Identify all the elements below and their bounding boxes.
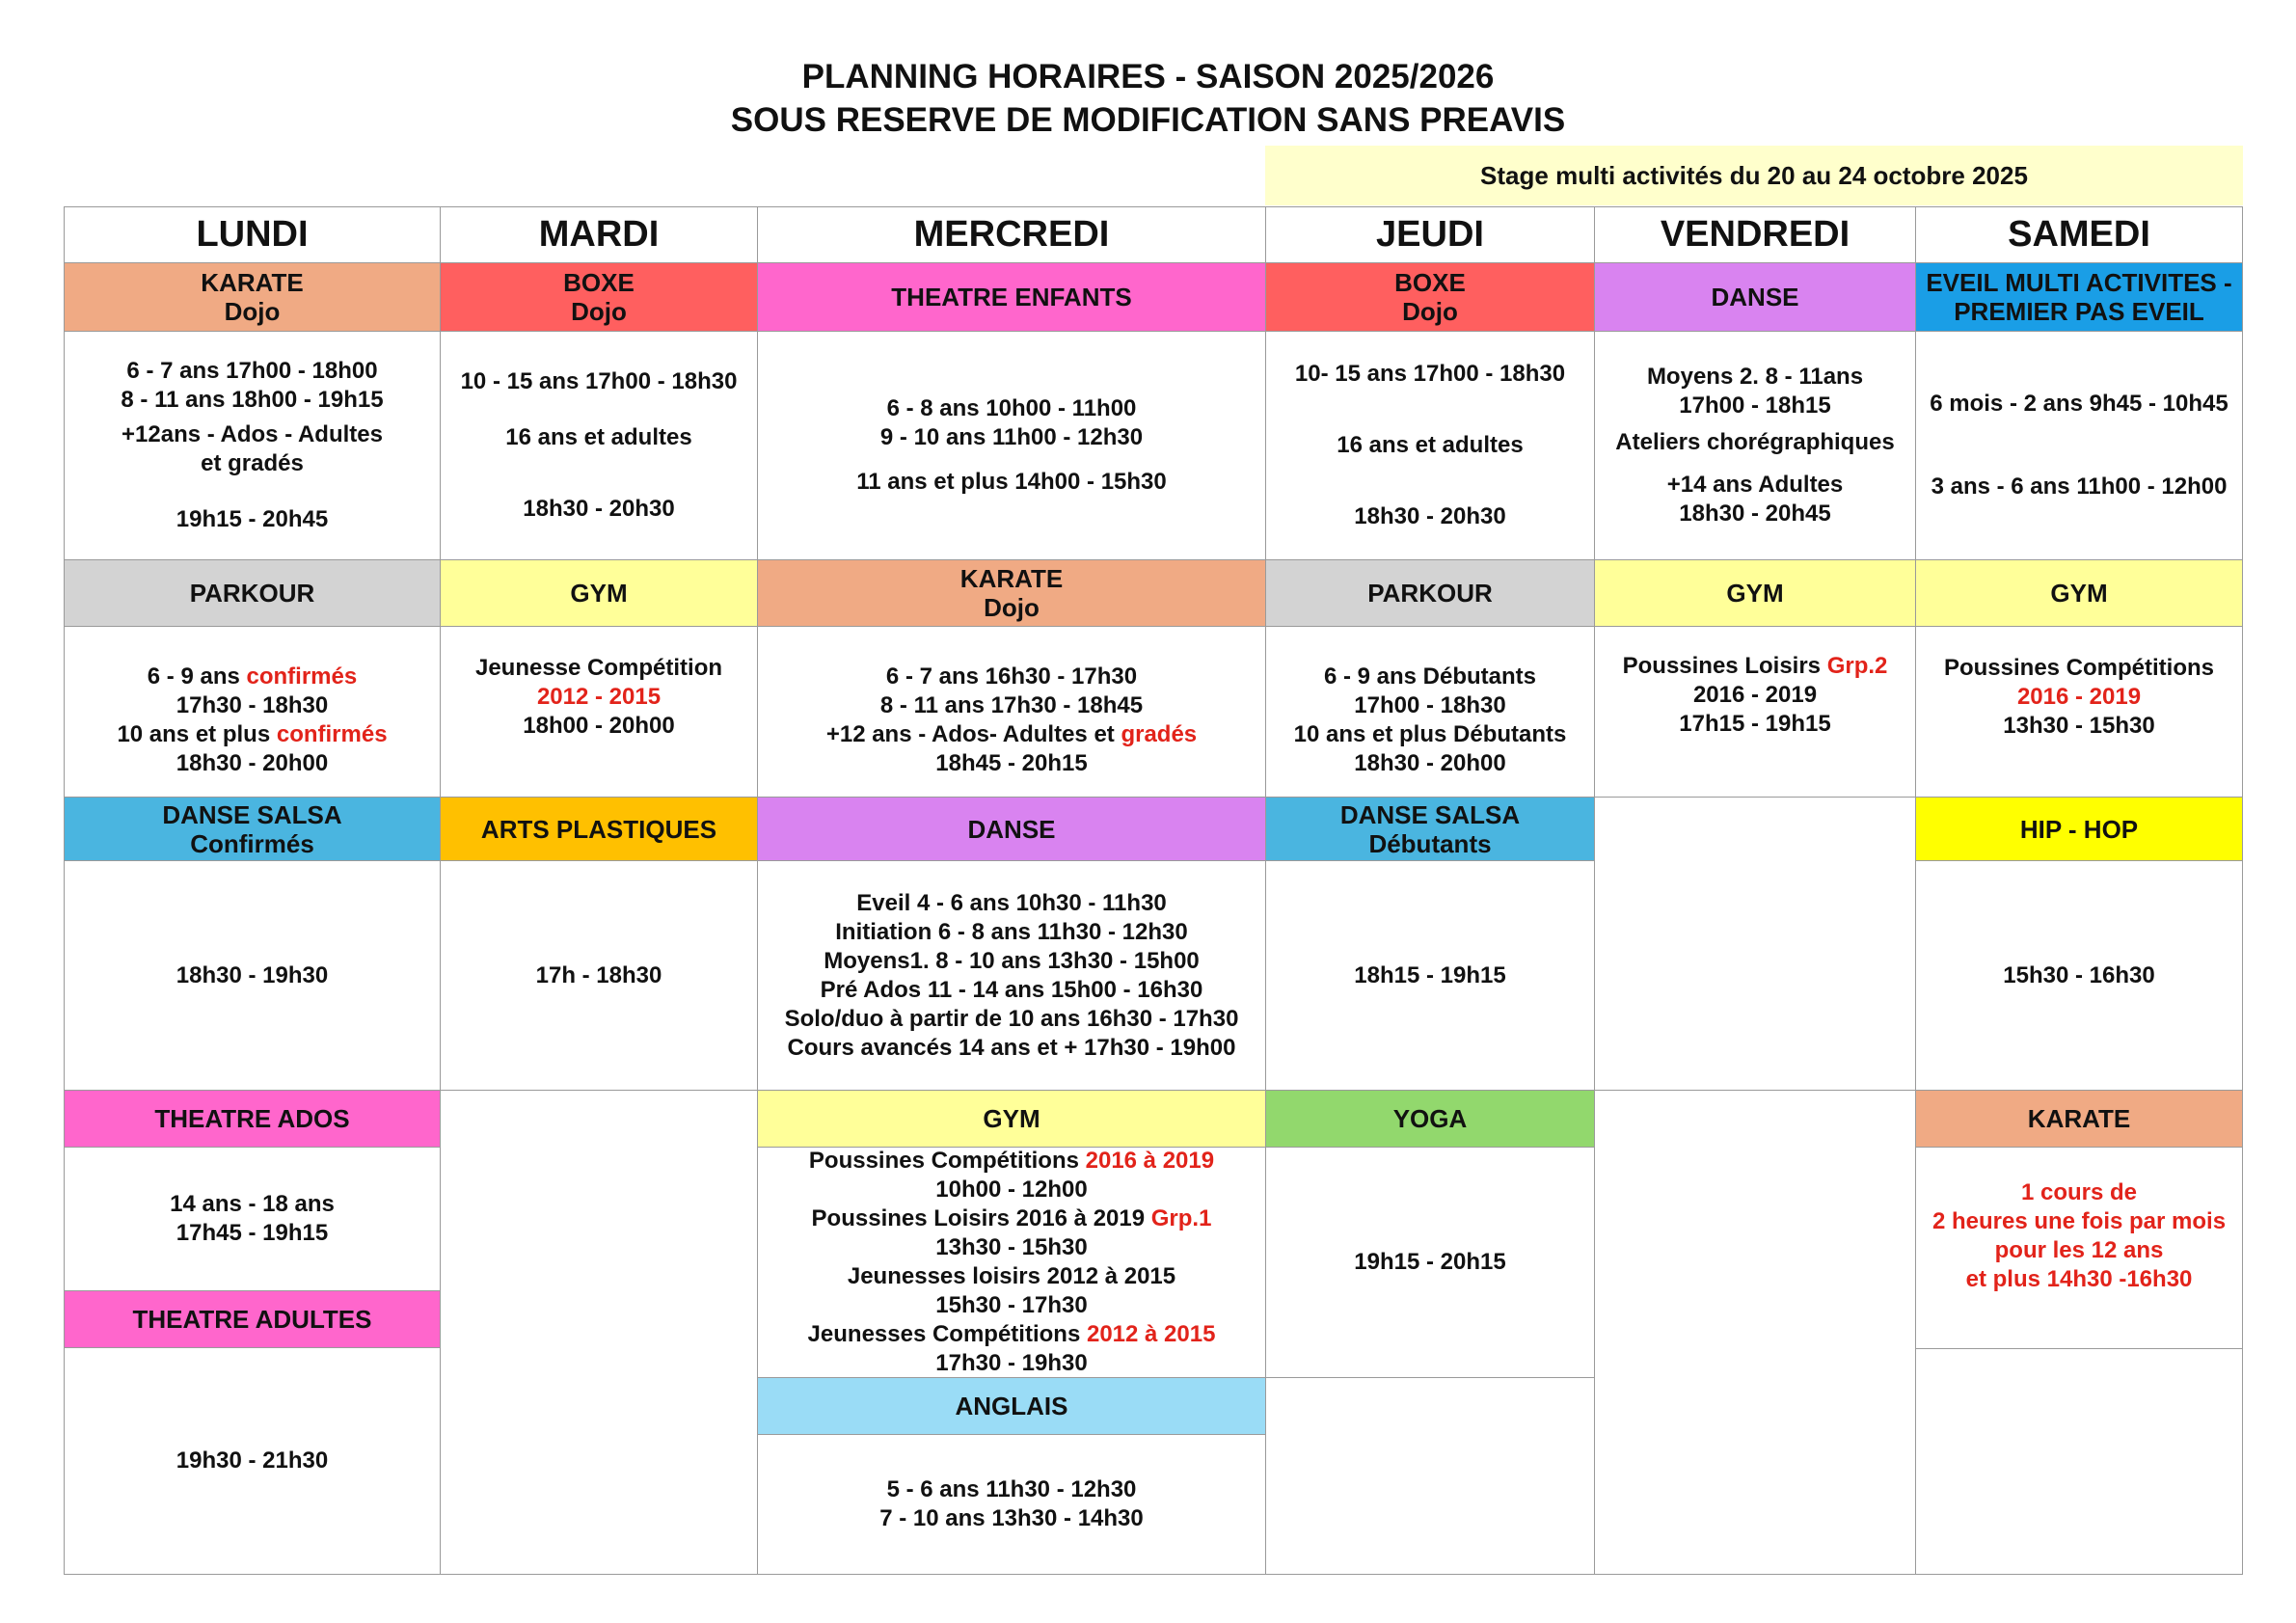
- schedule-danse-mercredi: Eveil 4 - 6 ans 10h30 - 11h30 Initiation 6 - 8 ans 11h30 - 12h30 Moyens1. 8 - 10 ans 13h30 - 15h00 Pré Ados 11 - 14 ans 15h00 - 16h30 Solo/duo à partir de 10 ans 16h30 - 17h30 Cours avancés 14 ans et + 17h30 - 19h00: [757, 860, 1266, 1091]
- schedule-yoga: 19h15 - 20h15: [1265, 1147, 1595, 1378]
- activity-gym-vendredi: GYM: [1594, 559, 1916, 627]
- activity-karate-lundi: KARATE Dojo: [64, 262, 441, 332]
- schedule-boxe-mardi: 10 - 15 ans 17h00 - 18h30 16 ans et adultes 18h30 - 20h30: [440, 331, 758, 560]
- activity-yoga: YOGA: [1265, 1090, 1595, 1148]
- empty-vendredi-row3: [1594, 797, 1916, 1091]
- activity-danse-mercredi: DANSE: [757, 797, 1266, 861]
- schedule-arts-plastiques: 17h - 18h30: [440, 860, 758, 1091]
- schedule-boxe-jeudi: 10- 15 ans 17h00 - 18h30 16 ans et adultes 18h30 - 20h30: [1265, 331, 1595, 560]
- schedule-hiphop: 15h30 - 16h30: [1915, 860, 2243, 1091]
- schedule-salsa-jeudi: 18h15 - 19h15: [1265, 860, 1595, 1091]
- activity-salsa-jeudi: DANSE SALSA Débutants: [1265, 797, 1595, 861]
- schedule-karate-lundi: 6 - 7 ans 17h00 - 18h00 8 - 11 ans 18h00 - 19h15 +12ans - Ados - Adultes et gradés 19h15 - 20h45: [64, 331, 441, 560]
- activity-gym-mardi: GYM: [440, 559, 758, 627]
- day-mercredi: MERCREDI: [757, 206, 1266, 263]
- activity-boxe-jeudi: BOXE Dojo: [1265, 262, 1595, 332]
- schedule-gym-samedi: Poussines Compétitions 2016 - 2019 13h30 - 15h30: [1915, 626, 2243, 798]
- schedule-theatre-ados: 14 ans - 18 ans 17h45 - 19h15: [64, 1147, 441, 1291]
- activity-gym-mercredi: GYM: [757, 1090, 1266, 1148]
- schedule-parkour-jeudi: 6 - 9 ans Débutants 17h00 - 18h30 10 ans et plus Débutants 18h30 - 20h00: [1265, 626, 1595, 798]
- activity-danse-vendredi: DANSE: [1594, 262, 1916, 332]
- schedule-gym-mercredi: Poussines Compétitions 2016 à 2019 10h00 - 12h00 Poussines Loisirs 2016 à 2019 Grp.1 13h30 - 15h30 Jeunesses loisirs 2012 à 2015 15h30 - 17h30 Jeunesses Compétitions 2012 à 2015 17h30 - 19h30: [757, 1147, 1266, 1378]
- activity-anglais: ANGLAIS: [757, 1377, 1266, 1435]
- schedule-parkour-lundi: 6 - 9 ans confirmés 17h30 - 18h30 10 ans et plus confirmés 18h30 - 20h00: [64, 626, 441, 798]
- activity-karate-samedi: KARATE: [1915, 1090, 2243, 1148]
- empty-vendredi-row4: [1594, 1090, 1916, 1575]
- empty-jeudi-row4: [1265, 1377, 1595, 1575]
- schedule-salsa-lundi: 18h30 - 19h30: [64, 860, 441, 1091]
- activity-hiphop: HIP - HOP: [1915, 797, 2243, 861]
- schedule-eveil-samedi: 6 mois - 2 ans 9h45 - 10h45 3 ans - 6 ans 11h00 - 12h00: [1915, 331, 2243, 560]
- schedule-theatre-adultes: 19h30 - 21h30: [64, 1347, 441, 1575]
- schedule-danse-vendredi: Moyens 2. 8 - 11ans 17h00 - 18h15 Ateliers chorégraphiques +14 ans Adultes 18h30 - 20h45: [1594, 331, 1916, 560]
- day-jeudi: JEUDI: [1265, 206, 1595, 263]
- day-vendredi: VENDREDI: [1594, 206, 1916, 263]
- activity-boxe-mardi: BOXE Dojo: [440, 262, 758, 332]
- activity-theatre-enfants: THEATRE ENFANTS: [757, 262, 1266, 332]
- schedule-gym-mardi: Jeunesse Compétition 2012 - 2015 18h00 - 20h00: [440, 626, 758, 798]
- activity-gym-samedi: GYM: [1915, 559, 2243, 627]
- activity-theatre-adultes: THEATRE ADULTES: [64, 1290, 441, 1348]
- day-mardi: MARDI: [440, 206, 758, 263]
- schedule-gym-vendredi: Poussines Loisirs Grp.2 2016 - 2019 17h15 - 19h15: [1594, 626, 1916, 798]
- day-samedi: SAMEDI: [1915, 206, 2243, 263]
- day-lundi: LUNDI: [64, 206, 441, 263]
- stage-banner: Stage multi activités du 20 au 24 octobre 2025: [1265, 146, 2243, 205]
- activity-karate-mercredi: KARATE Dojo: [757, 559, 1266, 627]
- schedule-karate-mercredi: 6 - 7 ans 16h30 - 17h30 8 - 11 ans 17h30 - 18h45 +12 ans - Ados- Adultes et gradés 18h45 - 20h15: [757, 626, 1266, 798]
- activity-parkour-lundi: PARKOUR: [64, 559, 441, 627]
- page-title: PLANNING HORAIRES - SAISON 2025/2026: [801, 58, 1495, 95]
- schedule-theatre-enfants: 6 - 8 ans 10h00 - 11h00 9 - 10 ans 11h00 - 12h30 11 ans et plus 14h00 - 15h30: [757, 331, 1266, 560]
- activity-salsa-lundi: DANSE SALSA Confirmés: [64, 797, 441, 861]
- activity-theatre-ados: THEATRE ADOS: [64, 1090, 441, 1148]
- activity-eveil-samedi: EVEIL MULTI ACTIVITES - PREMIER PAS EVEIL: [1915, 262, 2243, 332]
- activity-arts-plastiques: ARTS PLASTIQUES: [440, 797, 758, 861]
- page-subtitle: SOUS RESERVE DE MODIFICATION SANS PREAVIS: [730, 101, 1566, 139]
- empty-samedi-row4: [1915, 1348, 2243, 1575]
- schedule-anglais: 5 - 6 ans 11h30 - 12h30 7 - 10 ans 13h30 - 14h30: [757, 1434, 1266, 1575]
- empty-mardi-row4: [440, 1090, 758, 1575]
- activity-parkour-jeudi: PARKOUR: [1265, 559, 1595, 627]
- schedule-karate-samedi: 1 cours de 2 heures une fois par mois pour les 12 ans et plus 14h30 -16h30: [1915, 1147, 2243, 1349]
